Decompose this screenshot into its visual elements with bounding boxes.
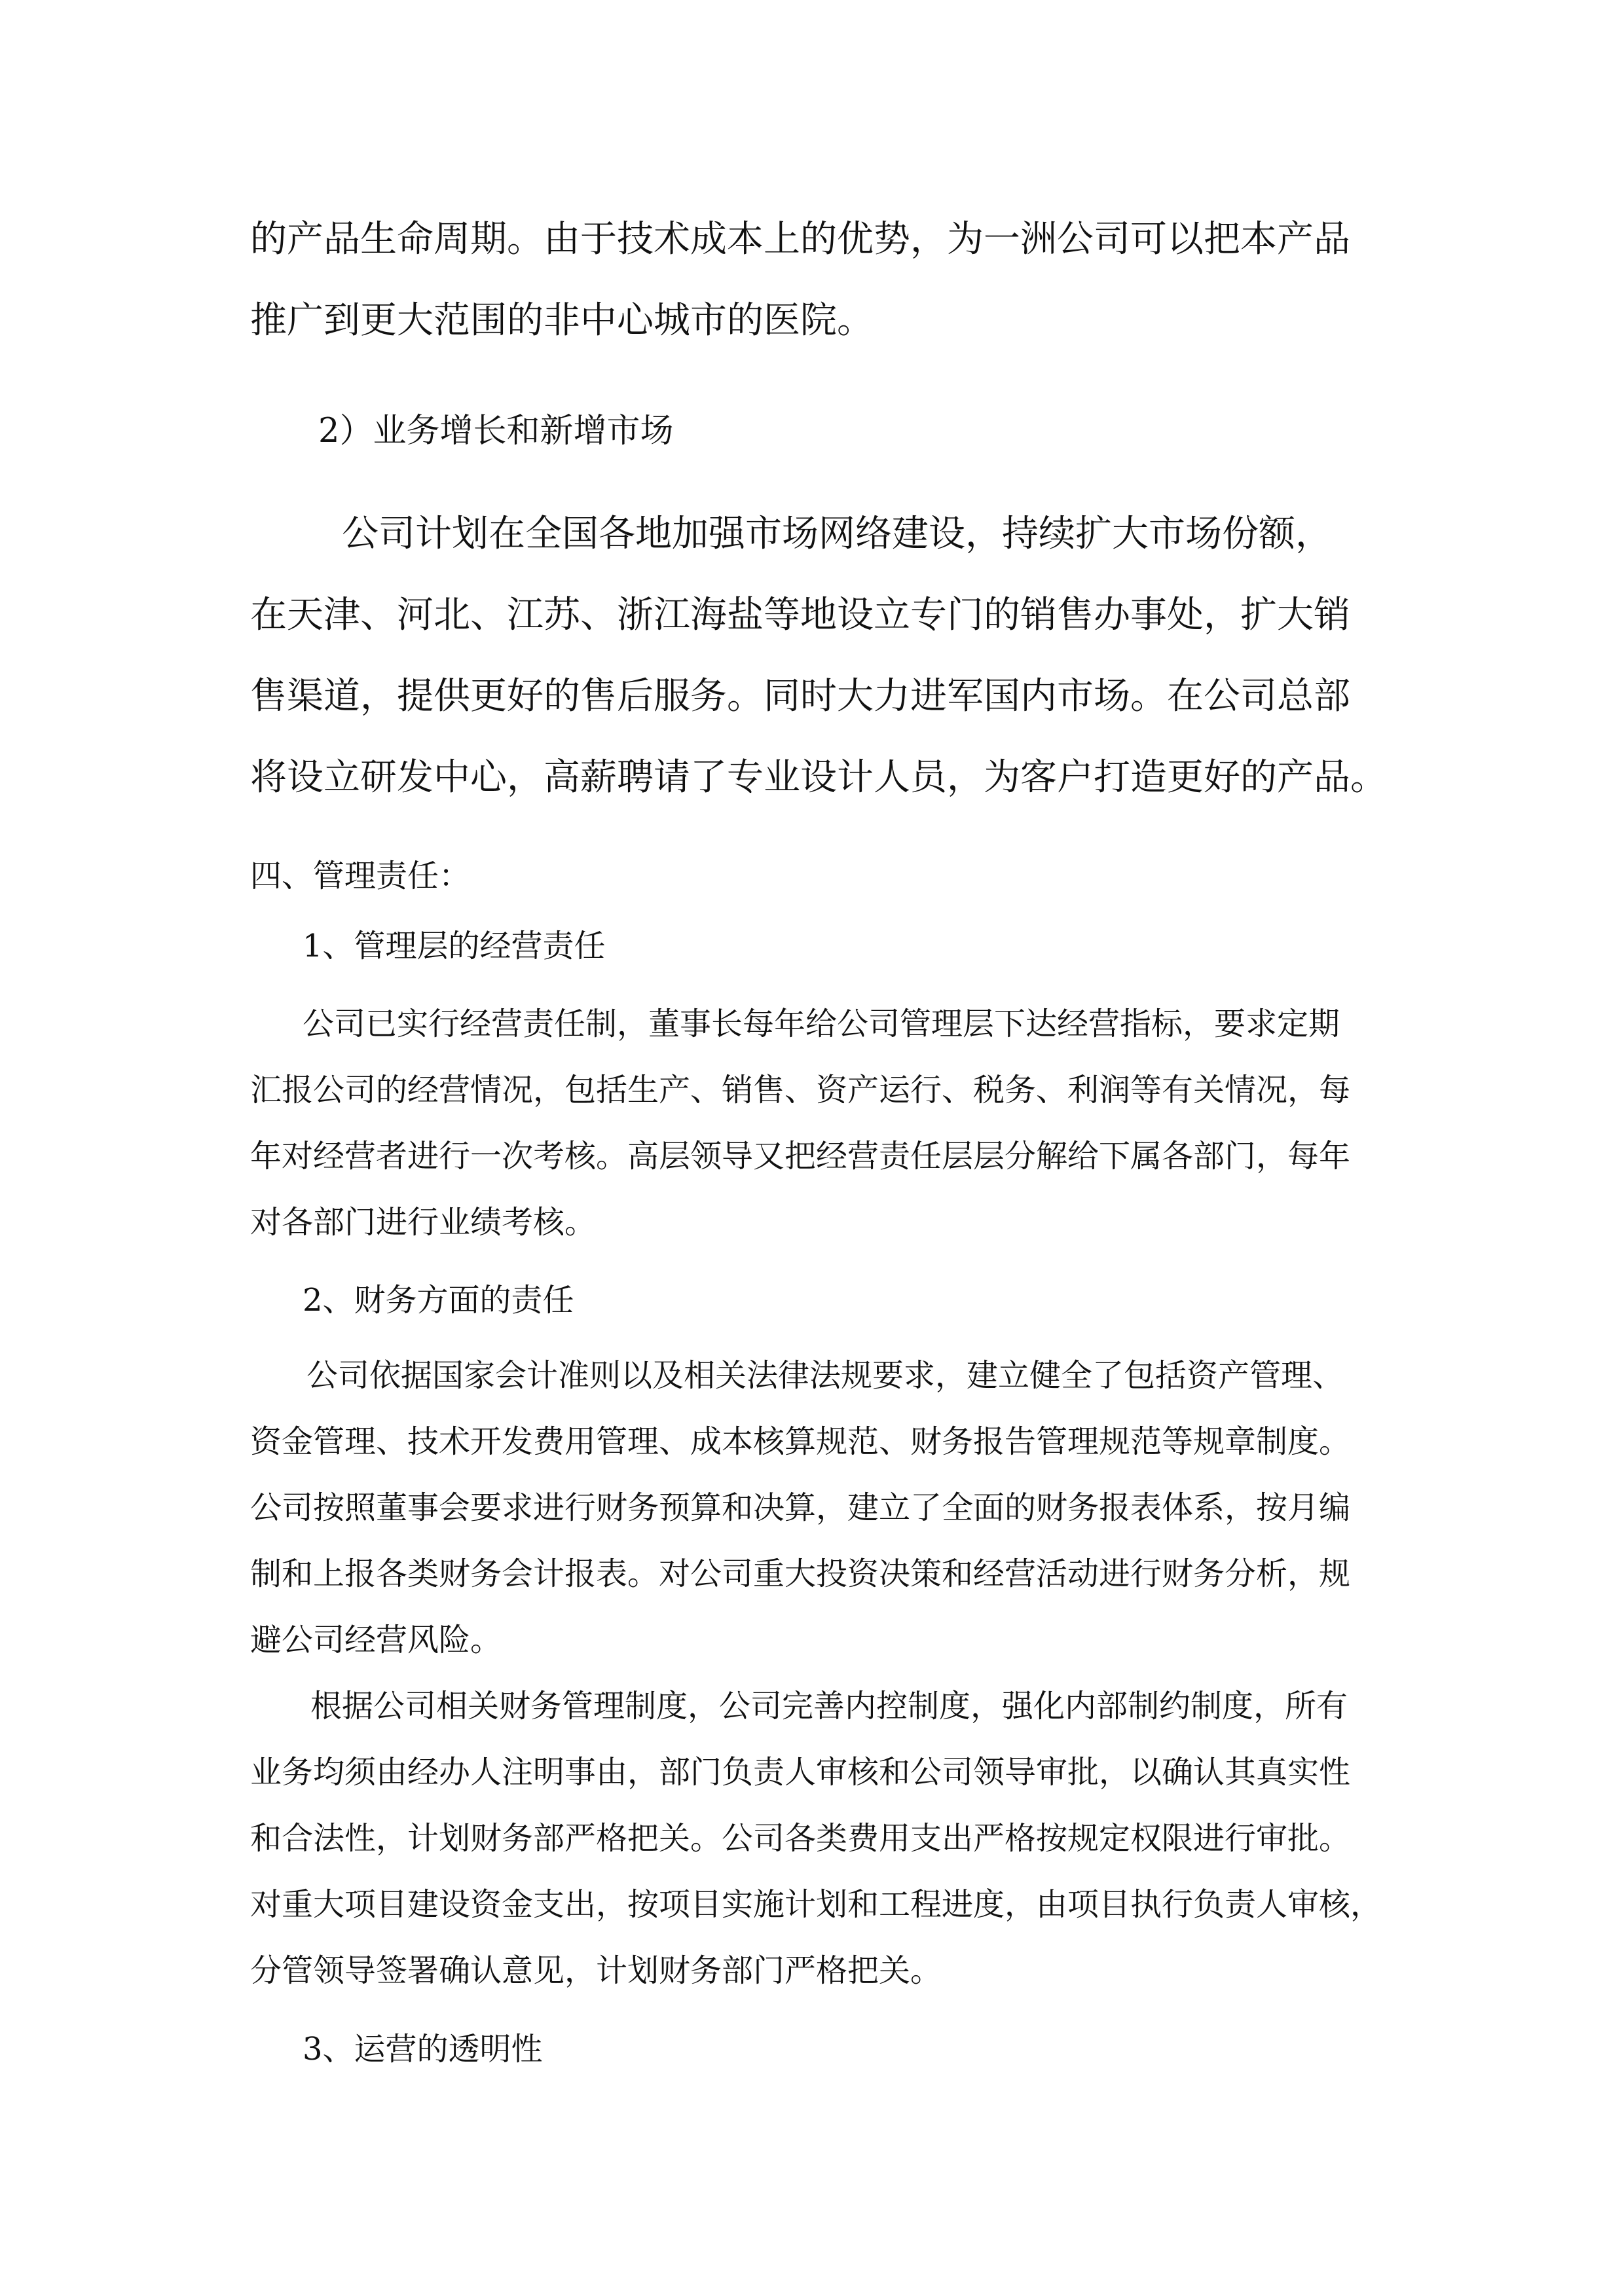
item-1-line-1: 公司已实行经营责任制，董事长每年给公司管理层下达经营指标，要求定期 xyxy=(303,1006,1340,1042)
market-line-2: 在天津、河北、江苏、浙江海盐等地设立专门的销售办事处，扩大销 xyxy=(250,594,1350,636)
item-2-p1-line-1: 公司依据国家会计准则以及相关法律法规要求，建立健全了包括资产管理、 xyxy=(306,1357,1344,1394)
item-2-p2-line-5: 分管领导签署确认意见，计划财务部门严格把关。 xyxy=(250,1952,942,1989)
market-line-3: 售渠道，提供更好的售后服务。同时大力进军国内市场。在公司总部 xyxy=(250,675,1350,718)
item-2-p2-line-3: 和合法性，计划财务部严格把关。公司各类费用支出严格按规定权限进行审批。 xyxy=(250,1820,1351,1857)
item-1-line-4: 对各部门进行业绩考核。 xyxy=(250,1204,597,1241)
item-2-p2-line-2: 业务均须由经办人注明事由，部门负责人审核和公司领导审批，以确认其真实性 xyxy=(250,1754,1351,1791)
intro-line-1: 的产品生命周期。由于技术成本上的优势，为一洲公司可以把本产品 xyxy=(250,218,1350,261)
item-2-p1-line-2: 资金管理、技术开发费用管理、成本核算规范、财务报告管理规范等规章制度。 xyxy=(250,1423,1351,1460)
item-1-line-2: 汇报公司的经营情况，包括生产、销售、资产运行、税务、利润等有关情况，每 xyxy=(250,1072,1351,1108)
market-line-1: 公司计划在全国各地加强市场网络建设，持续扩大市场份额， xyxy=(342,513,1332,555)
market-line-4: 将设立研发中心，高薪聘请了专业设计人员，为客户打造更好的产品。 xyxy=(250,756,1387,799)
subheading-business-growth: 2）业务增长和新增市场 xyxy=(318,412,674,450)
item-1-line-3: 年对经营者进行一次考核。高层领导又把经营责任层层分解给下属各部门，每年 xyxy=(250,1138,1351,1175)
item-2-p1-line-3: 公司按照董事会要求进行财务预算和决算，建立了全面的财务报表体系，按月编 xyxy=(250,1489,1351,1526)
item-2-p1-line-4: 制和上报各类财务会计报表。对公司重大投资决策和经营活动进行财务分析，规 xyxy=(250,1556,1351,1592)
item-2-p2-line-4: 对重大项目建设资金支出，按项目实施计划和工程进度，由项目执行负责人审核， xyxy=(250,1886,1382,1923)
intro-line-2: 推广到更大范围的非中心城市的医院。 xyxy=(250,299,874,342)
item-2-p2-line-1: 根据公司相关财务管理制度，公司完善内控制度，强化内部制约制度，所有 xyxy=(310,1688,1348,1724)
section-4-heading: 四、管理责任： xyxy=(250,858,471,894)
item-1-heading: 1、管理层的经营责任 xyxy=(303,928,606,964)
item-2-heading: 2、财务方面的责任 xyxy=(303,1282,574,1319)
item-2-p1-line-5: 避公司经营风险。 xyxy=(250,1622,502,1658)
item-3-heading: 3、运营的透明性 xyxy=(303,2031,543,2068)
